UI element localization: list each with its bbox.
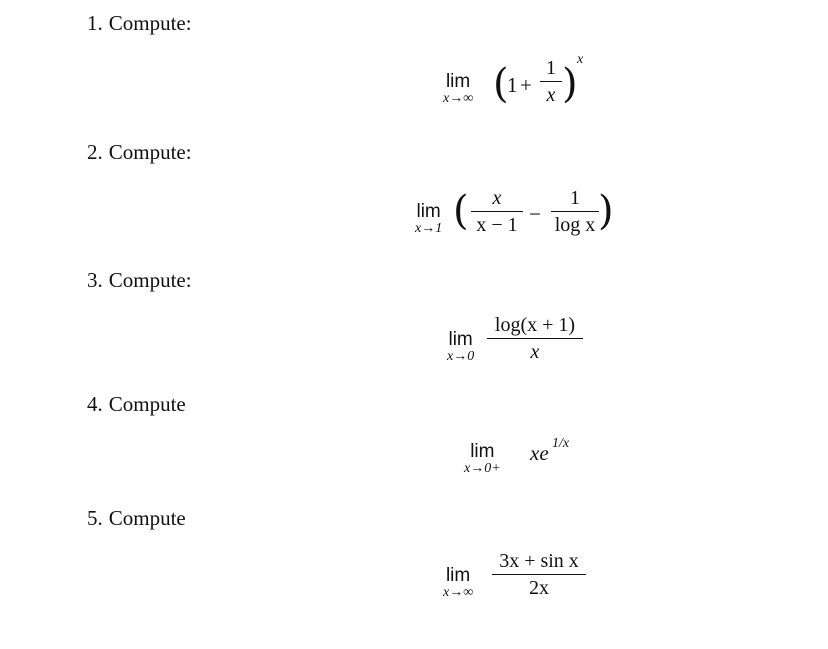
problem-prompt	[87, 140, 192, 164]
numerator: 1	[546, 57, 556, 79]
right-paren: )	[598, 188, 614, 234]
fraction-bar	[471, 211, 523, 212]
problem-prompt	[87, 11, 192, 35]
fraction	[492, 549, 586, 600]
numerator: 1	[570, 187, 580, 209]
lim-label: lim	[445, 565, 471, 586]
limit-subscript: x→0+	[464, 461, 501, 476]
numerator: x	[492, 187, 502, 209]
equation-1	[443, 52, 603, 112]
problem-prompt	[87, 506, 186, 530]
problem-number: 1.	[87, 11, 103, 35]
numerator: log(x + 1)	[494, 314, 576, 336]
denominator: log x	[554, 214, 596, 236]
equation-5	[443, 549, 603, 609]
fraction-2	[551, 186, 599, 237]
right-paren: )	[562, 61, 578, 107]
problem-label: Compute:	[108, 140, 192, 164]
denominator: 2x	[529, 577, 549, 599]
minus-sign: −	[529, 202, 541, 226]
limit-operator	[443, 72, 473, 106]
fraction-bar	[540, 81, 562, 82]
problem-label: Compute:	[108, 268, 192, 292]
denominator: x	[530, 341, 540, 363]
problem-label: Compute	[108, 506, 186, 530]
limit-subscript: x→1	[415, 221, 443, 236]
lim-label: lim	[445, 71, 471, 92]
fraction-bar	[551, 211, 599, 212]
limit-operator	[415, 202, 442, 236]
fraction-1	[471, 186, 523, 237]
equation-4	[464, 436, 604, 486]
problem-number: 4.	[87, 392, 103, 416]
problem-number: 5.	[87, 506, 103, 530]
denominator: x − 1	[476, 214, 518, 236]
problem-label: Compute:	[108, 11, 192, 35]
equation-3	[447, 313, 597, 373]
limit-subscript: x→0	[447, 349, 475, 364]
lim-label: lim	[416, 201, 441, 222]
lim-label: lim	[448, 329, 473, 350]
plus-sign: +	[520, 73, 532, 97]
left-paren: (	[493, 61, 509, 107]
exponent: x	[577, 52, 584, 67]
equation-2	[415, 186, 625, 246]
exponent: 1/x	[552, 436, 570, 451]
problem-prompt	[87, 268, 192, 292]
limit-operator	[443, 566, 473, 600]
fraction-bar	[492, 574, 586, 575]
limit-subscript: x→∞	[443, 91, 474, 106]
fraction	[487, 313, 583, 364]
denominator: x	[546, 84, 556, 106]
problem-prompt	[87, 392, 186, 416]
expression-base: xe	[530, 441, 549, 465]
numerator: 3x + sin x	[499, 550, 579, 572]
fraction-bar	[487, 338, 583, 339]
problem-label: Compute	[108, 392, 186, 416]
problem-number: 3.	[87, 268, 103, 292]
limit-operator	[464, 442, 501, 476]
fraction	[540, 56, 562, 107]
problem-number: 2.	[87, 140, 103, 164]
limit-operator	[447, 330, 474, 364]
left-paren: (	[453, 188, 469, 234]
lim-label: lim	[470, 441, 495, 462]
limit-subscript: x→∞	[443, 585, 474, 600]
term-one: 1	[507, 73, 518, 97]
